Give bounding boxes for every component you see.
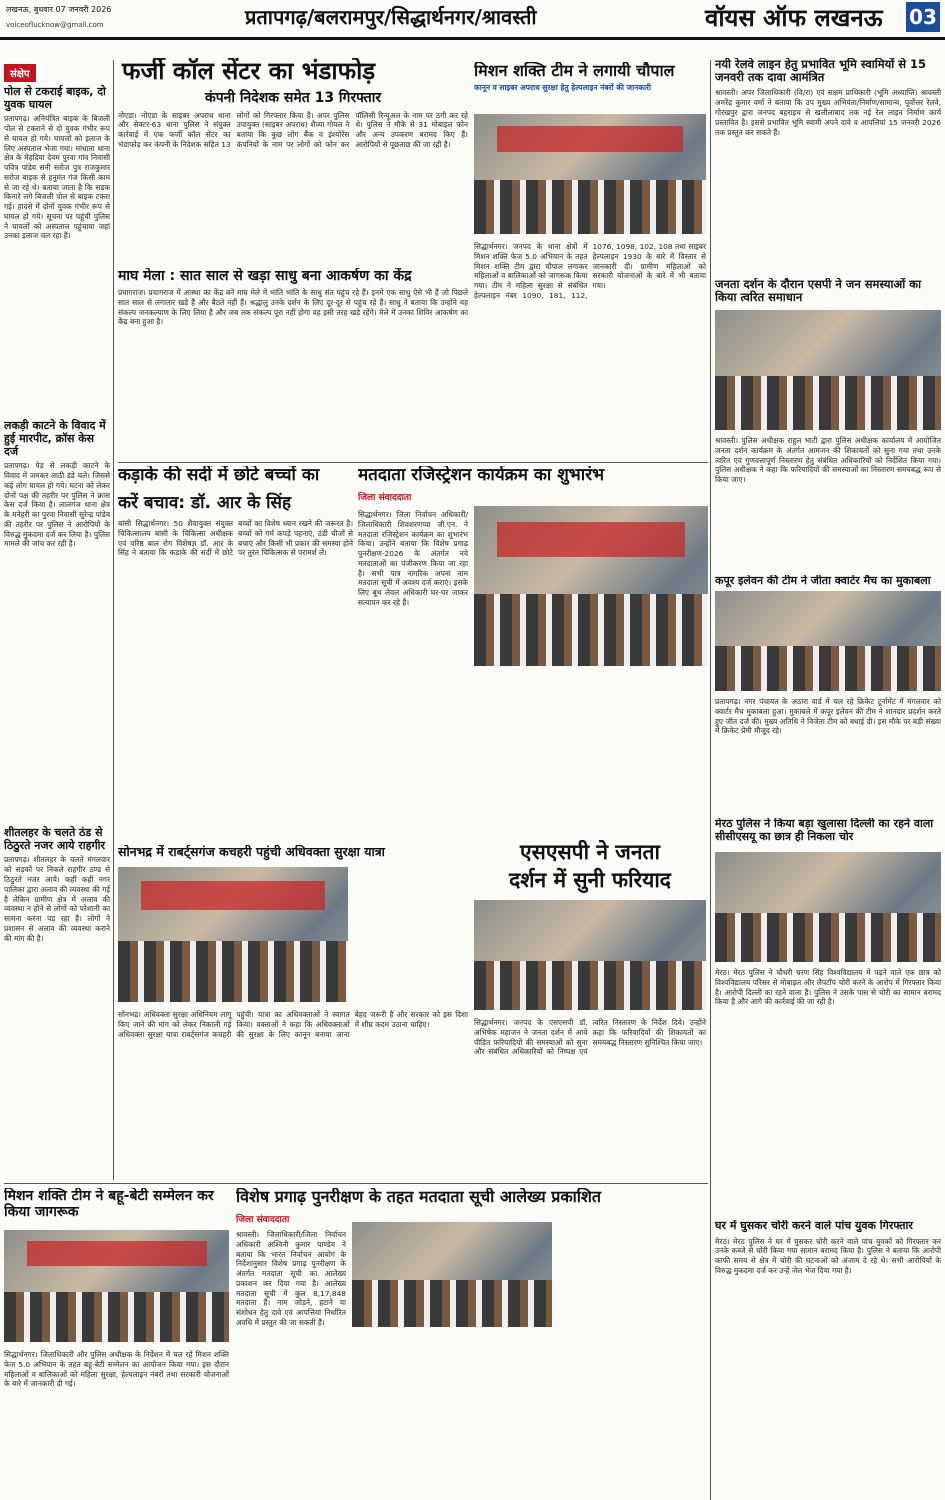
column-divider [113, 60, 114, 1180]
byline: जिला संवाददाता [236, 1215, 290, 1226]
story-body: सोनभद्र। अधिवक्ता सुरक्षा अधिनियम लागू किए जाने की मांग को लेकर निकाली गई अधिवक्ता सुरक्षा यात्रा राबर्ट्सगंज कचहरी पहुंची। यात्रा का अधिवक्ताओं ने स्वागत किया। वक्ताओं ने कहा कि अधिवक्ताओं की सुरक्षा के लिए कानून बनाया जाना बेहद जरूरी है और सरकार को इस दिशा में शीघ्र कदम उठाना चाहिए। [118, 1010, 468, 1039]
story-photo [118, 867, 348, 1002]
story-body: सिद्धार्थनगर। जनपद के थाना क्षेत्रों में मिशन शक्ति फेज 5.0 अभियान के तहत मिशन शक्ति टीम द्वारा चौपाल लगाकर महिलाओं व बालिकाओं को जागरूक किया गया। टीम ने महिला सुरक्षा से संबंधित हेल्पलाइन नंबर 1090, 181, 112, 1076, 1098, 102, 108 तथा साइबर हेल्पलाइन 1930 के बारे में विस्तार से जानकारी दी। ग्रामीण महिलाओं को सरकारी योजनाओं के बारे में भी बताया गया। [474, 242, 706, 300]
story-headline: मतदाता रजिस्ट्रेशन कार्यक्रम का शुभारंभ [358, 466, 605, 485]
story-headline: जनता दर्शन के दौरान एसपी ने जन समस्याओं का किया त्वरित समाधान [715, 278, 922, 305]
story-headline: मेरठ पुलिस ने किया बड़ा खुलासा दिल्ली का रहने वाला सीसीएसयू का छात्र ही निकला चोर [715, 818, 934, 843]
winter-care-story [118, 466, 353, 841]
story-body: श्रावस्ती। पुलिस अधीक्षक राहुल भाटी द्वारा पुलिस अधीक्षक कार्यालय में आयोजित जनता दर्शन कार्यक्रम के अंतर्गत आमजन की शिकायतों को सुना गया तथा उनके त्वरित एवं गुणवत्तापूर्ण निस्तारण हेतु संबंधित अधिकारियों को निर्देशित किया गया। पुलिस अधीक्षक ने कहा कि फरियादियों की समस्याओं का निस्तारण समयबद्ध रूप से किया जाए। [715, 436, 941, 485]
lead-subheadline: कंपनी निदेशक समेत 13 गिरफ्तार [204, 89, 382, 106]
edition-title: प्रतापगढ़/बलरामपुर/सिद्धार्थनगर/श्रावस्ती [245, 5, 537, 29]
story-photo [4, 1230, 229, 1342]
story-headline: माघ मेला : सात साल से खड़ा साधु बना आकर्षण का केंद्र [118, 268, 412, 284]
story-body: मेरठ। मेरठ पुलिस ने घर में घुसकर चोरी करने वाले पांच युवकों को गिरफ्तार कर उनके कब्जे से चोरी किया गया सामान बरामद किया है। पुलिस ने बताया कि आरोपी काफी समय से क्षेत्र में चोरी की घटनाओं को अंजाम दे रहे थे। सभी आरोपियों के विरुद्ध मुकदमा दर्ज कर उन्हें जेल भेज दिया गया है। [715, 1236, 941, 1275]
story-body: सिद्धार्थनगर। जिला निर्वाचन अधिकारी/जिलाधिकारी शिवशरणप्पा जी.एन. ने मतदाता रजिस्ट्रेशन कार्यक्रम का शुभारंभ किया। उन्होंने बताया कि विशेष प्रगाढ़ पुनरीक्षण-2026 के अंतर्गत नये मतदाताओं का पंजीकरण किया जा रहा है। सभी पात्र नागरिक अपना नाम मतदाता सूची में अवश्य दर्ज कराएं। इसके लिए बूथ लेवल अधिकारी घर-घर जाकर सत्यापन कर रहे हैं। [358, 510, 468, 607]
column-divider [710, 60, 711, 1500]
brief-headline: पोल से टकराई बाइक, दो युवक घायल [4, 85, 106, 111]
contact-email: voiceoflucknow@gmail.com [6, 21, 104, 29]
theft-story [715, 1220, 941, 1498]
janta-darshan-story [715, 278, 941, 568]
masthead [0, 0, 945, 40]
story-headline: विशेष प्रगाढ़ पुनरीक्षण के तहत मतदाता सूची आलेख्य प्रकाशित [236, 1188, 601, 1206]
advocate-yatra-story [118, 845, 468, 1185]
brief-body: प्रतापगढ़। शीतलहर के चलते मंगलवार को सड़कों पर निकले राहगीर ठण्ड से ठिठुरते नजर आये। कहीं कहीं नगर पालिका द्वारा अलाव की व्यवस्था की गई है लेकिन ग्रामीण क्षेत्र में अलाव की व्यवस्था न होने से लोगों को परेशानी का सामना करना पड़ रहा है। लोगों ने प्रशासन से अलाव की व्यवस्था कराने की मांग की है। [4, 855, 110, 943]
story-headline: मिशन शक्ति टीम ने लगायी चौपाल [474, 62, 675, 80]
story-photo [474, 506, 708, 666]
page-number: 03 [906, 2, 940, 32]
story-photo [715, 852, 941, 962]
brief-headline: शीतलहर के चलते ठंड से ठिठुरते नजर आये राहगीर [4, 826, 106, 852]
brief-body: प्रतापगढ़। अनियंत्रित बाइक के बिजली पोल से टकराने से दो युवक गंभीर रूप से घायल हो गये। घायलों को इलाज के लिए अस्पताल भेजा गया। मांधाता थाना क्षेत्र के मेहदिया देवम पुरवा गांव निवासी पवित्र पांडेय सनी सरोज पुत्र राजकुमार सरोज बाइक से हनुमंत गंज किसी काम से जा रहे थे। बताया जाता है कि सड़क किनारे लगे बिजली पोल से बाइक टकरा गई। हादसे में दोनों युवक गंभीर रूप से घायल हो गये। सूचना पर पहुंची पुलिस ने घायलों को अस्पताल पहुंचाया जहां उनका इलाज चल रहा है। [4, 114, 110, 241]
byline: जिला संवाददाता [358, 492, 412, 503]
story-photo [474, 114, 706, 234]
story-photo [715, 310, 941, 430]
story-body: प्रतापगढ़। नगर पंचायत के अठारा वार्ड में चल रहे क्रिकेट टूर्नामेंट में मंगलवार को क्वार्टर मैच मुकाबला हुआ। मुकाबले में कपूर इलेवन की टीम ने शानदार प्रदर्शन करते हुए जीत दर्ज की। मुख्य अतिथि ने विजेता टीम को बधाई दी। इस मौके पर बड़ी संख्या में क्रिकेट प्रेमी मौजूद रहे। [715, 697, 941, 736]
story-headline: घर में घुसकर चोरी करने वाले पांच युवक गिरफ्तार [715, 1220, 913, 1232]
section-divider [4, 1183, 708, 1184]
voter-registration-story [358, 466, 708, 831]
mission-shakti-story [474, 62, 706, 457]
issue-date: लखनऊ, बुधवार 07 जनवरी 2026 [6, 5, 112, 14]
story-body: श्रावस्ती। जिलाधिकारी/जिला निर्वाचन अधिकारी अश्विनी कुमार पाण्डेय ने बताया कि भारत निर्वाचन आयोग के निर्देशानुसार विशेष प्रगाढ़ पुनरीक्षण के अंतर्गत मतदाता सूची का आलेख्य प्रकाशन कर दिया गया है। आलेख्य मतदाता सूची में कुल 8,17,848 मतदाता हैं। नाम जोड़ने, हटाने या संशोधन हेतु दावे एवं आपत्तियां निर्धारित अवधि में प्रस्तुत की जा सकती हैं। [236, 1230, 346, 1327]
story-headline: नयी रेलवे लाइन हेतु प्रभावित भूमि स्वामियों से 15 जनवरी तक दावा आमंत्रित [715, 58, 927, 85]
meerut-story [715, 818, 941, 1213]
story-headline: दर्शन में सुनी फरियाद [509, 868, 671, 893]
story-body: सिद्धार्थनगर। जिलाधिकारी और पुलिस अधीक्षक के निर्देशन में चल रहे मिशन शक्ति फेज 5.0 अभियान के तहत बहू-बेटी सम्मेलन का आयोजन किया गया। इस दौरान महिलाओं व बालिकाओं को महिला सुरक्षा, हेल्पलाइन नंबरों तथा सरकारी योजनाओं के बारे में जानकारी दी गई। [4, 1350, 229, 1389]
bahu-beti-story [4, 1188, 229, 1498]
story-headline: कपूर इलेवन की टीम ने जीता क्वार्टर मैच का मुकाबला [715, 575, 931, 587]
story-photo [474, 900, 706, 1010]
story-body: प्रयागराज। प्रयागराज में आस्था का केंद्र बने माघ मेले में भांति भांति के साधु संत पहुंच रहे हैं। इनमें एक साधु ऐसे भी हैं जो पिछले सात साल से लगातार खड़े हैं और बैठते नहीं हैं। श्रद्धालु उनके दर्शन के लिए दूर-दूर से पहुंच रहे हैं। साधु ने बताया कि उन्होंने यह संकल्प जनकल्याण के लिए लिया है और जब तक संकल्प पूरा नहीं होगा वह इसी तरह खड़े रहेंगे। मेले में उनका शिविर आकर्षण का केंद्र बना हुआ है। [118, 288, 468, 327]
lead-story [118, 58, 468, 263]
brand-logo: वॉयस ऑफ लखनऊ [705, 4, 883, 32]
story-caption: कानून व साइबर अपराध सुरक्षा हेतु हेल्पलाइन नंबरों की जानकारी [474, 83, 651, 93]
section-label: संक्षेप [4, 64, 36, 82]
story-photo [715, 591, 941, 691]
lead-body: नोएडा। नोएडा के साइबर अपराध थाना और सेक्टर-63 थाना पुलिस ने संयुक्त कार्रवाई में एक फर्जी कॉल सेंटर का भंडाफोड़ कर कंपनी के निदेशक सहित 13 लोगों को गिरफ्तार किया है। अपर पुलिस उपायुक्त (साइबर अपराध) शैव्या गोयल ने बताया कि कुछ लोग बैंक व इंश्योरेंस कंपनियों के नाम पर लोगों को फोन कर पॉलिसी रिन्यूअल के नाम पर ठगी कर रहे थे। पुलिस ने मौके से 31 मोबाइल फोन और अन्य उपकरण बरामद किए हैं। आरोपियों से पूछताछ की जा रही है। [118, 110, 468, 149]
story-headline: मिशन शक्ति टीम ने बहू-बेटी सम्मेलन कर किया जागरूक [4, 1188, 214, 1221]
brief-headline: लकड़ी काटने के विवाद में हुई मारपीट, क्रॉस केस दर्ज [4, 419, 106, 458]
story-headline: कड़ाके की सर्दी में छोटे बच्चों का [118, 466, 320, 485]
news-briefs-column [4, 62, 110, 1177]
magh-mela-story [118, 268, 468, 453]
story-photo [352, 1222, 552, 1327]
section-divider [118, 462, 708, 463]
voter-list-story [236, 1188, 708, 1498]
story-body: श्रावस्ती। अपर जिलाधिकारी (वि/रा) एवं सक्षम प्राधिकारी (भूमि अध्याप्ति) श्रावस्ती अमरेंद्र कुमार वर्मा ने बताया कि उप मुख्य अभियंता/निर्माण/सामान्य, पूर्वोत्तर रेलवे, गोरखपुर द्वारा जनपद बहराइच से खलीलाबाद तक नई रेल लाइन निर्माण कार्य प्रस्तावित है। इससे प्रभावित भूमि स्वामी अपने दावे व आपत्तियां 15 जनवरी 2026 तक प्रस्तुत कर सकते हैं। [715, 88, 941, 137]
story-headline: करें बचाव: डॉ. आर के सिंह [118, 492, 292, 513]
cricket-story [715, 575, 941, 810]
ssp-janta-darshan-story [474, 840, 706, 1180]
story-body: सिद्धार्थनगर। जनपद के एसएसपी डॉ. अभिषेक महाजन ने जनता दर्शन में आये पीड़ित फरियादियों की समस्याओं को सुना और संबंधित अधिकारियों को निष्पक्ष एवं त्वरित निस्तारण के निर्देश दिये। उन्होंने कहा कि फरियादियों की शिकायतों का समयबद्ध निस्तारण सुनिश्चित किया जाए। [474, 1018, 706, 1057]
story-headline: सोनभद्र में राबर्ट्सगंज कचहरी पहुंची अधिवक्ता सुरक्षा यात्रा [118, 845, 385, 859]
story-body: बांसी सिद्धार्थनगर। 50 शैयायुक्त संयुक्त चिकित्सालय बांसी के चिकित्सा अधीक्षक एवं वरिष्ठ बाल रोग विशेषज्ञ डॉ. आर के सिंह ने बताया कि कड़ाके की सर्दी में छोटे बच्चों का विशेष ध्यान रखने की जरूरत है। बच्चों को गर्म कपड़े पहनाएं, ठंडी चीजों से बचाएं और किसी भी प्रकार की समस्या होने पर तुरंत चिकित्सक से परामर्श लें। [118, 519, 353, 558]
railway-story [715, 58, 941, 273]
lead-headline: फर्जी कॉल सेंटर का भंडाफोड़ [122, 58, 376, 85]
story-headline: एसएसपी ने जनता [520, 840, 660, 864]
story-body: मेरठ। मेरठ पुलिस ने चौधरी चरण सिंह विश्वविद्यालय में पढ़ने वाले एक छात्र को विश्वविद्यालय परिसर से मोबाइल और लैपटॉप चोरी करने के आरोप में गिरफ्तार किया है। आरोपी दिल्ली का रहने वाला है। पुलिस ने उसके पास से चोरी का सामान बरामद किया है और आगे की कार्रवाई की जा रही है। [715, 968, 941, 1007]
brief-body: प्रतापगढ़। पेड़ से लकड़ी काटने के विवाद में जमकर लाठी डंडे चले। जिससे कई लोग घायल हो गये। घटना को लेकर दोनों पक्ष की तहरीर पर पुलिस ने क्रास केस दर्ज किया है। लालगंज थाना क्षेत्र के मनेहरी का पुरवा निवासी सुरेन्द्र पांडेय की तहरीर पर पुलिस ने आरोपियों के विरुद्ध मुकदमा दर्ज कर लिया है। पुलिस मामले की जांच कर रही है। [4, 461, 110, 549]
